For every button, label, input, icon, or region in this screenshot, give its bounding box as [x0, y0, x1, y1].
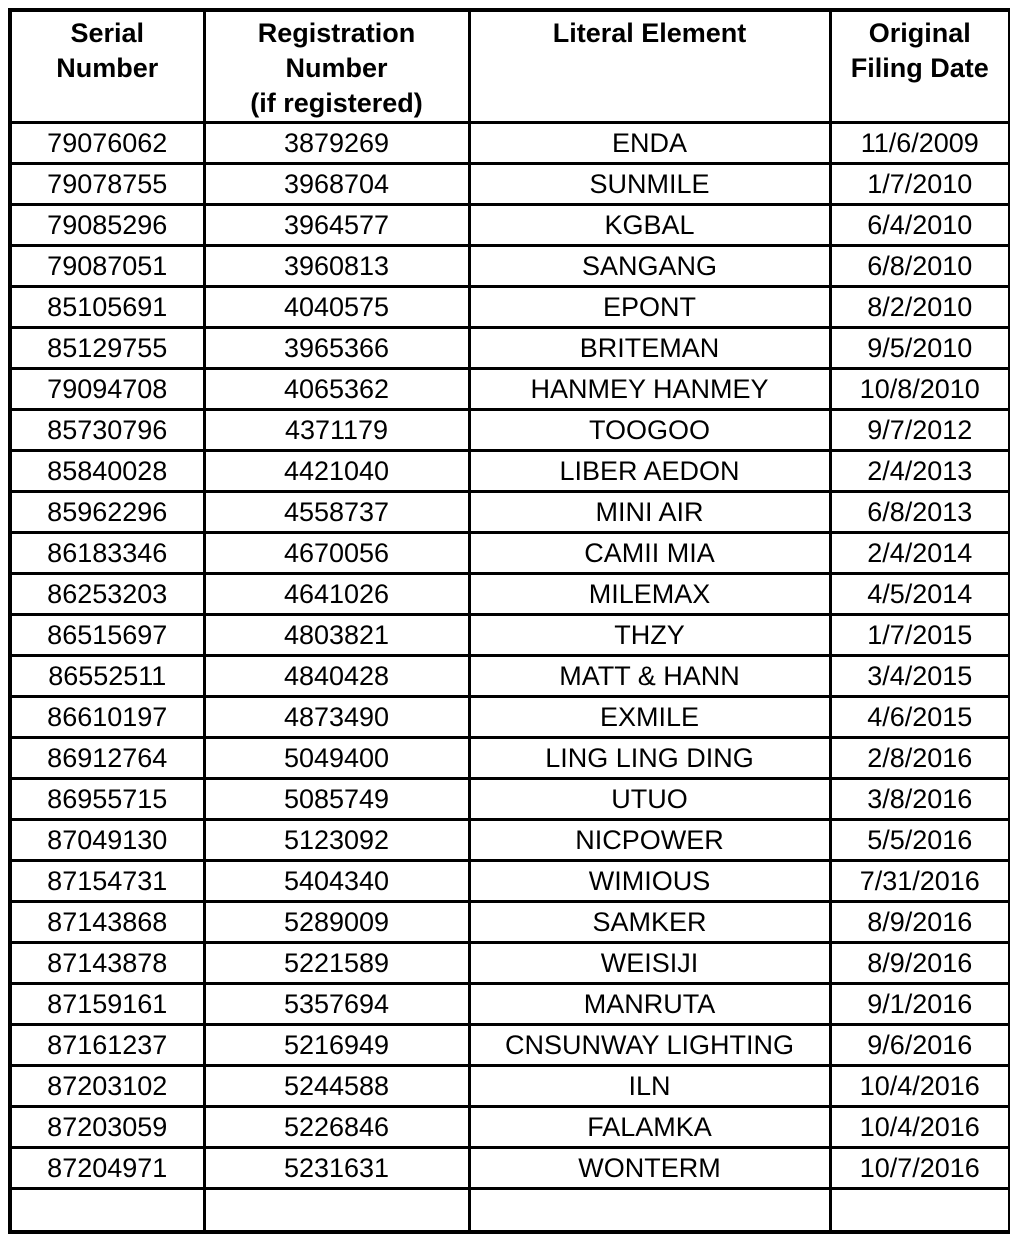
- cell-literal: WONTERM: [469, 1148, 830, 1189]
- table-row: [10, 533, 1010, 574]
- cell-filing: 3/8/2016: [830, 779, 1010, 820]
- cell-serial: 85105691: [10, 287, 204, 328]
- column-header-serial-number: [10, 10, 204, 123]
- table-row: [10, 574, 1010, 615]
- cell-filing: 9/7/2012: [830, 410, 1010, 451]
- cell-literal: NICPOWER: [469, 820, 830, 861]
- cell-registration: 5049400: [204, 738, 469, 779]
- cell-literal: MANRUTA: [469, 984, 830, 1025]
- cell-registration: 5226846: [204, 1107, 469, 1148]
- table-row: [10, 738, 1010, 779]
- header-line: Number: [285, 53, 388, 83]
- cell-literal: EPONT: [469, 287, 830, 328]
- cell-filing: 4/6/2015: [830, 697, 1010, 738]
- cell-serial: 86912764: [10, 738, 204, 779]
- cell-literal: FALAMKA: [469, 1107, 830, 1148]
- cell-literal: LIBER AEDON: [469, 451, 830, 492]
- cell-serial: 85962296: [10, 492, 204, 533]
- cell-literal: MATT & HANN: [469, 656, 830, 697]
- cell-serial: 86515697: [10, 615, 204, 656]
- cell-serial: 87143878: [10, 943, 204, 984]
- cell-registration: 5085749: [204, 779, 469, 820]
- cell-registration: 5289009: [204, 902, 469, 943]
- trademark-table: [8, 8, 1010, 1234]
- cell-serial: 87203059: [10, 1107, 204, 1148]
- cell-serial: 86955715: [10, 779, 204, 820]
- cell-serial: 87204971: [10, 1148, 204, 1189]
- cell-registration: 4040575: [204, 287, 469, 328]
- table-row: [10, 492, 1010, 533]
- table-row: [10, 451, 1010, 492]
- table-row: [10, 861, 1010, 902]
- cell-literal-empty: [469, 1189, 830, 1233]
- cell-filing: 8/2/2010: [830, 287, 1010, 328]
- cell-serial: 79076062: [10, 123, 204, 164]
- cell-filing: 2/4/2013: [830, 451, 1010, 492]
- cell-filing: 4/5/2014: [830, 574, 1010, 615]
- cell-serial: 79085296: [10, 205, 204, 246]
- cell-registration: 4670056: [204, 533, 469, 574]
- cell-filing: 1/7/2015: [830, 615, 1010, 656]
- table-row: [10, 410, 1010, 451]
- cell-filing: 3/4/2015: [830, 656, 1010, 697]
- cell-filing: 6/8/2013: [830, 492, 1010, 533]
- cell-registration: 3960813: [204, 246, 469, 287]
- cell-serial: 87049130: [10, 820, 204, 861]
- cell-filing: 11/6/2009: [830, 123, 1010, 164]
- table-row: [10, 369, 1010, 410]
- cell-registration: 5231631: [204, 1148, 469, 1189]
- column-header-registration-number: [204, 10, 469, 123]
- column-header-literal-element: [469, 10, 830, 123]
- cell-literal: MINI AIR: [469, 492, 830, 533]
- cell-filing: 6/4/2010: [830, 205, 1010, 246]
- cell-literal: LING LING DING: [469, 738, 830, 779]
- cell-registration: 5123092: [204, 820, 469, 861]
- cell-serial: 87203102: [10, 1066, 204, 1107]
- cell-literal: ILN: [469, 1066, 830, 1107]
- table-row: [10, 779, 1010, 820]
- cell-literal: KGBAL: [469, 205, 830, 246]
- table-row: [10, 820, 1010, 861]
- cell-filing: 8/9/2016: [830, 902, 1010, 943]
- cell-registration: 3879269: [204, 123, 469, 164]
- table-row: [10, 943, 1010, 984]
- cell-literal: CAMII MIA: [469, 533, 830, 574]
- cell-literal: ENDA: [469, 123, 830, 164]
- table-row: [10, 656, 1010, 697]
- header-line: Registration: [257, 18, 416, 48]
- cell-literal: HANMEY HANMEY: [469, 369, 830, 410]
- cell-filing: 10/8/2010: [830, 369, 1010, 410]
- cell-serial: 86610197: [10, 697, 204, 738]
- cell-literal: SANGANG: [469, 246, 830, 287]
- cell-literal: MILEMAX: [469, 574, 830, 615]
- cell-filing: 1/7/2010: [830, 164, 1010, 205]
- table-row: [10, 328, 1010, 369]
- cell-literal: SAMKER: [469, 902, 830, 943]
- cell-registration: 5244588: [204, 1066, 469, 1107]
- cell-registration: 4371179: [204, 410, 469, 451]
- cell-filing: 9/5/2010: [830, 328, 1010, 369]
- cell-filing: 2/8/2016: [830, 738, 1010, 779]
- cell-registration: 4065362: [204, 369, 469, 410]
- cell-filing: 5/5/2016: [830, 820, 1010, 861]
- header-line: Original: [868, 18, 971, 48]
- cell-literal: EXMILE: [469, 697, 830, 738]
- cell-registration: 5404340: [204, 861, 469, 902]
- table-row: [10, 615, 1010, 656]
- cell-filing: 9/6/2016: [830, 1025, 1010, 1066]
- document-page: [8, 8, 1010, 1234]
- cell-serial: 79094708: [10, 369, 204, 410]
- cell-registration: 3965366: [204, 328, 469, 369]
- column-header-original-filing-date: [830, 10, 1010, 123]
- table-row: [10, 246, 1010, 287]
- cell-registration: 3968704: [204, 164, 469, 205]
- cell-literal: THZY: [469, 615, 830, 656]
- cell-filing: 9/1/2016: [830, 984, 1010, 1025]
- cell-serial: 86552511: [10, 656, 204, 697]
- cell-filing: 10/4/2016: [830, 1107, 1010, 1148]
- cell-filing: 2/4/2014: [830, 533, 1010, 574]
- header-line: Number: [56, 53, 159, 83]
- cell-registration: 5221589: [204, 943, 469, 984]
- cell-serial: 86183346: [10, 533, 204, 574]
- cell-registration: 5216949: [204, 1025, 469, 1066]
- cell-registration: 3964577: [204, 205, 469, 246]
- cell-literal: CNSUNWAY LIGHTING: [469, 1025, 830, 1066]
- table-body: [10, 123, 1010, 1233]
- table-row: [10, 164, 1010, 205]
- table-row-partial: [10, 1189, 1010, 1233]
- table-row: [10, 1107, 1010, 1148]
- cell-registration: 4421040: [204, 451, 469, 492]
- cell-serial: 79087051: [10, 246, 204, 287]
- cell-serial: 87159161: [10, 984, 204, 1025]
- cell-registration: 4873490: [204, 697, 469, 738]
- cell-registration-empty: [204, 1189, 469, 1233]
- cell-filing: 10/7/2016: [830, 1148, 1010, 1189]
- header-line: Filing Date: [850, 53, 989, 83]
- cell-serial: 87143868: [10, 902, 204, 943]
- cell-serial-empty: [10, 1189, 204, 1233]
- cell-filing: 7/31/2016: [830, 861, 1010, 902]
- cell-serial: 87161237: [10, 1025, 204, 1066]
- cell-registration: 4803821: [204, 615, 469, 656]
- header-row: [10, 10, 1010, 123]
- cell-serial: 85840028: [10, 451, 204, 492]
- table-row: [10, 123, 1010, 164]
- header-line: Serial: [70, 18, 145, 48]
- cell-literal: TOOGOO: [469, 410, 830, 451]
- table-row: [10, 1148, 1010, 1189]
- cell-literal: BRITEMAN: [469, 328, 830, 369]
- table-row: [10, 697, 1010, 738]
- table-row: [10, 205, 1010, 246]
- cell-serial: 85129755: [10, 328, 204, 369]
- cell-serial: 79078755: [10, 164, 204, 205]
- cell-registration: 4558737: [204, 492, 469, 533]
- cell-filing: 8/9/2016: [830, 943, 1010, 984]
- header-line: (if registered): [250, 88, 423, 118]
- cell-registration: 5357694: [204, 984, 469, 1025]
- cell-registration: 4641026: [204, 574, 469, 615]
- cell-literal: UTUO: [469, 779, 830, 820]
- cell-literal: WIMIOUS: [469, 861, 830, 902]
- table-row: [10, 902, 1010, 943]
- table-header: [10, 10, 1010, 123]
- table-row: [10, 984, 1010, 1025]
- cell-filing-empty: [830, 1189, 1010, 1233]
- cell-serial: 86253203: [10, 574, 204, 615]
- cell-literal: WEISIJI: [469, 943, 830, 984]
- cell-serial: 85730796: [10, 410, 204, 451]
- cell-registration: 4840428: [204, 656, 469, 697]
- cell-filing: 6/8/2010: [830, 246, 1010, 287]
- table-row: [10, 287, 1010, 328]
- cell-filing: 10/4/2016: [830, 1066, 1010, 1107]
- table-row: [10, 1066, 1010, 1107]
- table-row: [10, 1025, 1010, 1066]
- cell-literal: SUNMILE: [469, 164, 830, 205]
- header-line: Literal Element: [552, 18, 747, 48]
- cell-serial: 87154731: [10, 861, 204, 902]
